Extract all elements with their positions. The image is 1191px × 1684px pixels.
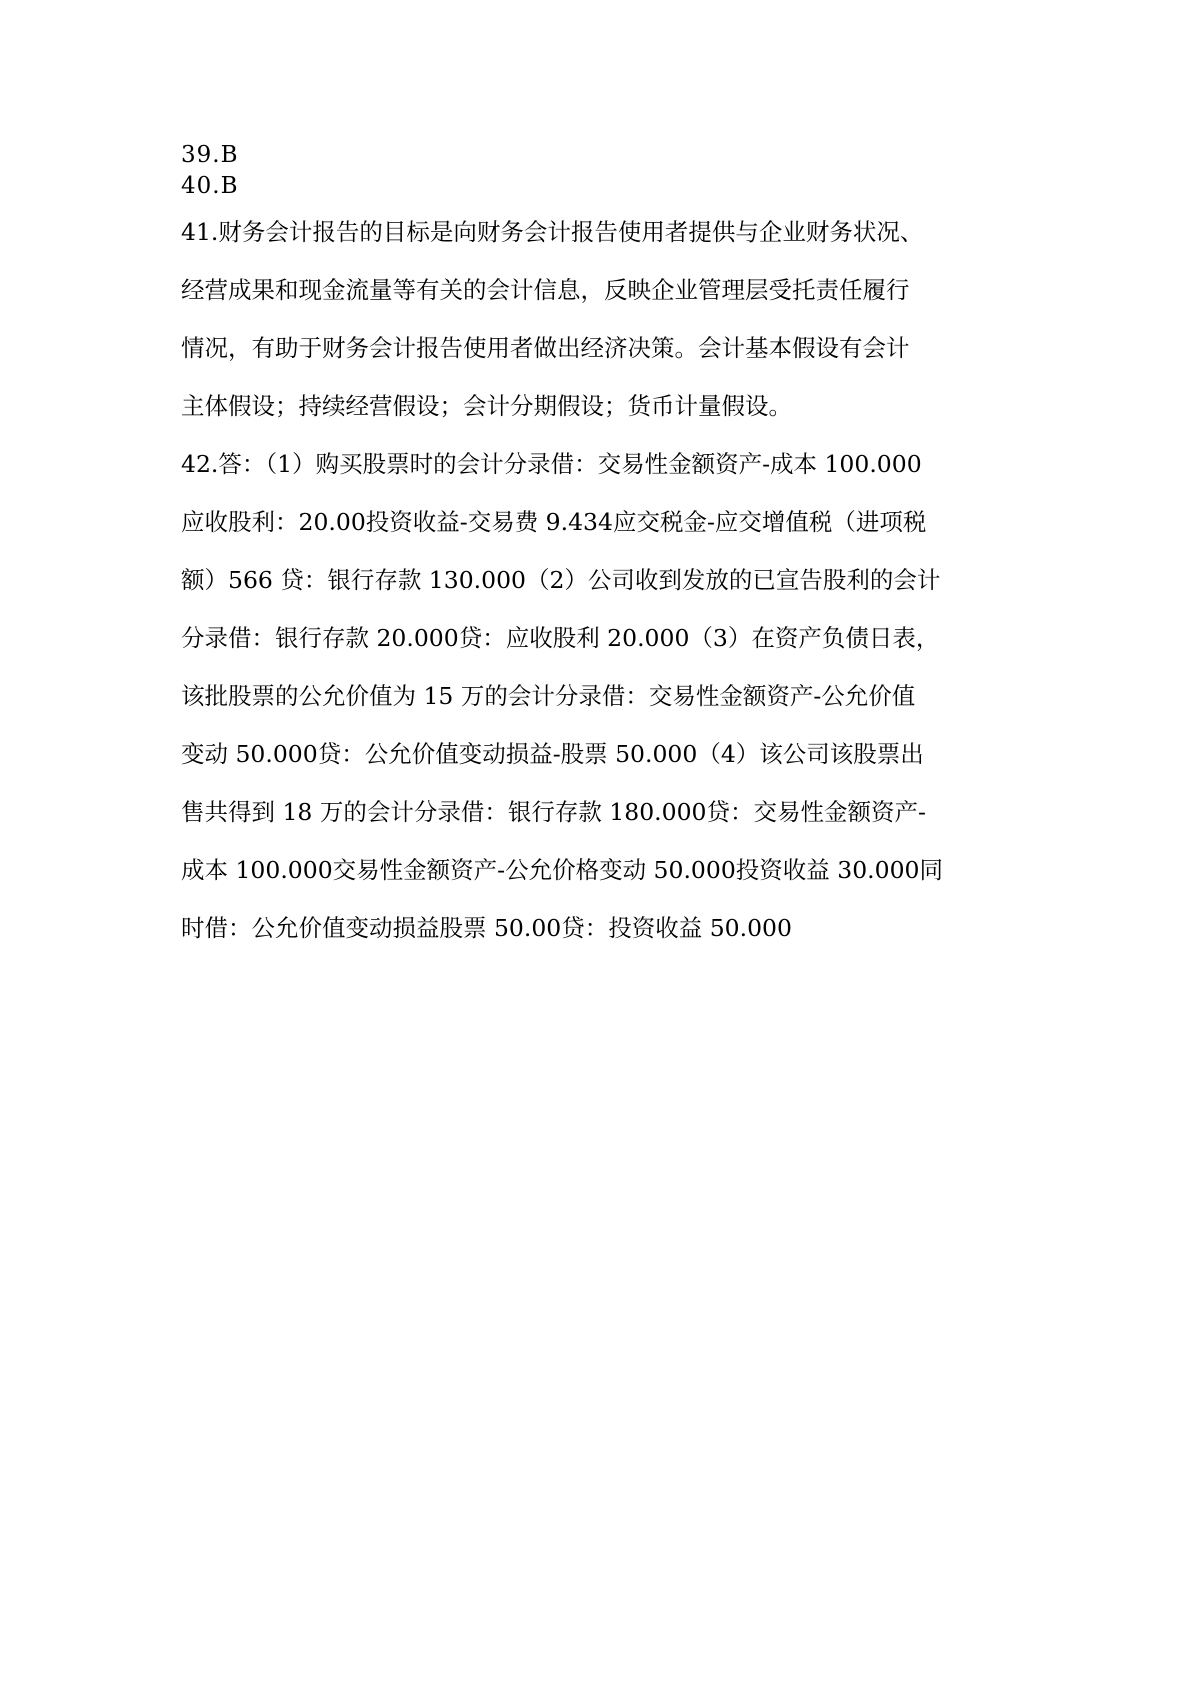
document-page [181,140,1026,957]
answer-42-line: 额）566 贷：银行存款 130.000（2）公司收到发放的已宣告股利的会计 [181,566,941,594]
answer-42-line: 时借：公允价值变动损益股票 50.00贷：投资收益 50.000 [181,914,792,942]
answer-39: 39.B [181,142,239,168]
answer-41-line: 41.财务会计报告的目标是向财务会计报告使用者提供与企业财务状况、 [181,218,924,246]
answer-42-line: 售共得到 18 万的会计分录借：银行存款 180.000贷：交易性金额资产- [181,798,926,826]
answer-40: 40.B [181,173,239,199]
answer-41-line: 经营成果和现金流量等有关的会计信息，反映企业管理层受托责任履行 [181,276,910,304]
answer-42-line: 42.答：（1）购买股票时的会计分录借：交易性金额资产-成本 100.000 [181,450,922,478]
answer-42-line: 变动 50.000贷：公允价值变动损益-股票 50.000（4）该公司该股票出 [181,740,924,768]
answer-41-line: 主体假设；持续经营假设；会计分期假设；货币计量假设。 [181,392,792,420]
answer-42-line: 成本 100.000交易性金额资产-公允价格变动 50.000投资收益 30.000同 [181,856,943,884]
answer-42 [181,435,1026,957]
answer-42-line: 应收股利：20.00投资收益-交易费 9.434应交税金-应交增值税（进项税 [181,508,927,536]
answer-42-line: 该批股票的公允价值为 15 万的会计分录借：交易性金额资产-公允价值 [181,682,916,710]
answer-41-line: 情况，有助于财务会计报告使用者做出经济决策。会计基本假设有会计 [181,334,910,362]
answer-42-line: 分录借：银行存款 20.000贷：应收股利 20.000（3）在资产负债日表， [181,624,940,652]
answer-41 [181,203,1026,435]
